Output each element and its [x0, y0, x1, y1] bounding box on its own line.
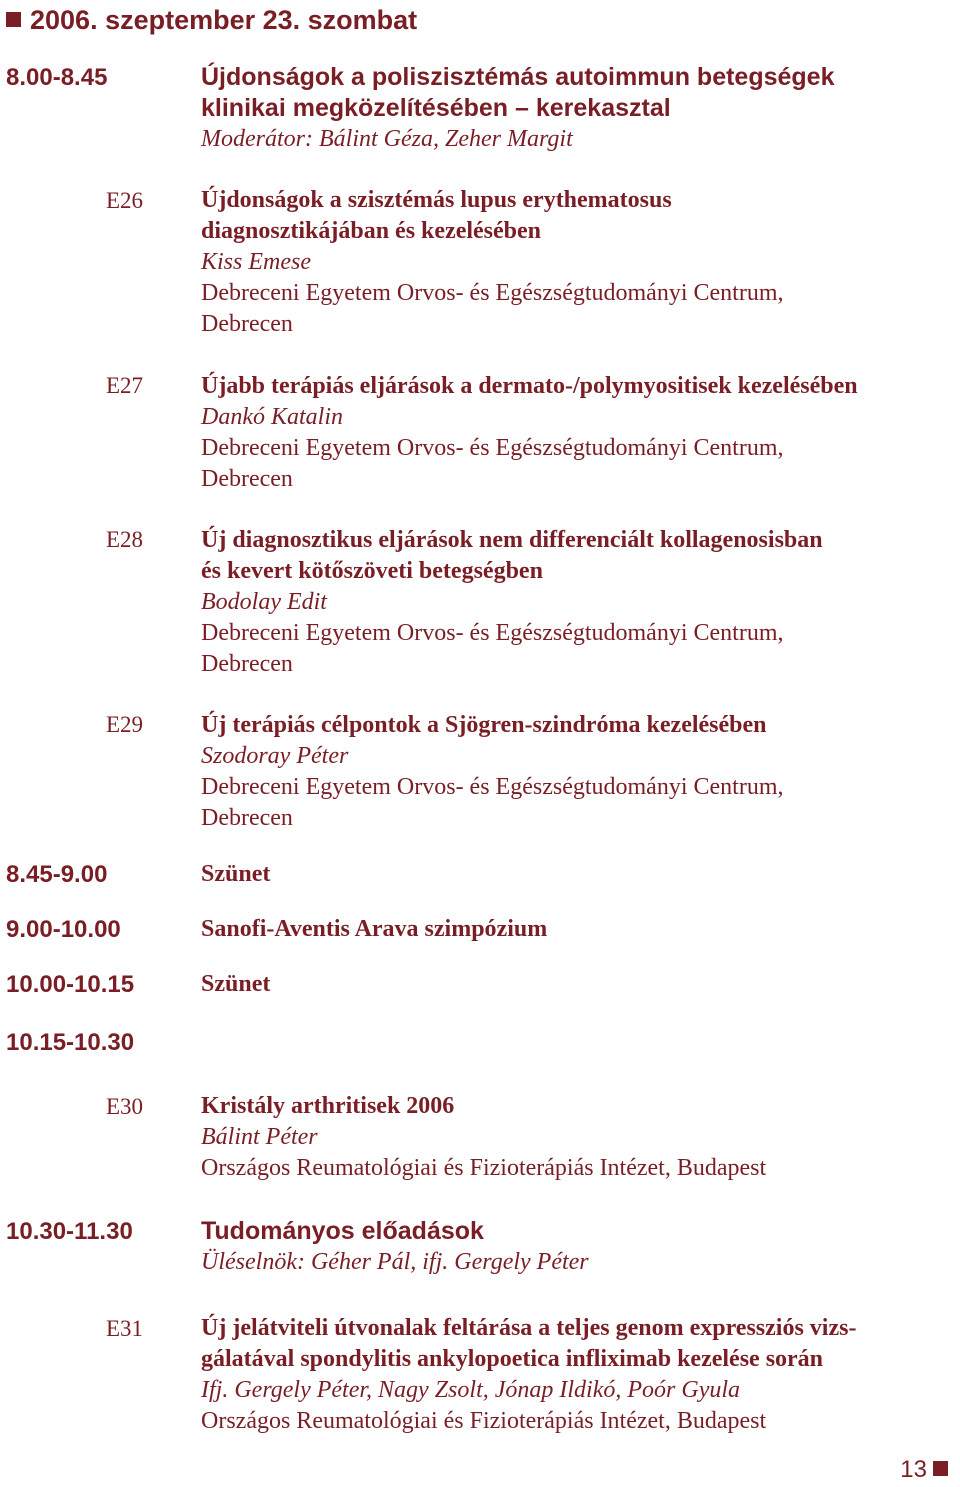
- talk-code: E31: [106, 1316, 144, 1341]
- talk-author: Ifj. Gergely Péter, Nagy Zsolt, Jónap Ildikó, Poór Gyula: [201, 1377, 741, 1403]
- talk-title-line: Újdonságok a szisztémás lupus erythematosus: [201, 187, 672, 213]
- talk-affiliation-line: Debrecen: [201, 805, 293, 831]
- talk-title-line: Kristály arthritisek 2006: [201, 1093, 455, 1119]
- talk-block: [201, 710, 953, 834]
- talk-title-line: és kevert kötőszöveti betegségben: [201, 558, 543, 584]
- session-title-line: Újdonságok a poliszisztémás autoimmun betegségek: [201, 63, 835, 91]
- header-date: 2006. szeptember 23. szombat: [30, 5, 418, 35]
- talk-title-line: Újabb terápiás eljárások a dermato-/polymyositisek kezelésében: [201, 373, 858, 399]
- talk-block: [201, 1313, 953, 1437]
- session-moderator: Üléselnök: Géher Pál, ifj. Gergely Péter: [201, 1249, 589, 1275]
- session-block: [201, 62, 953, 155]
- session-block: [201, 914, 953, 945]
- talk-affiliation-line: Debrecen: [201, 311, 293, 337]
- session-title-line: klinikai megközelítésében – kerekasztal: [201, 94, 671, 122]
- talk-affiliation-line: Országos Reumatológiai és Fizioterápiás Intézet, Budapest: [201, 1155, 767, 1181]
- talk-author: Szodoray Péter: [201, 743, 349, 769]
- page-number: [900, 1455, 948, 1485]
- talk-affiliation-line: Debrecen: [201, 466, 293, 492]
- bullet-square-icon: [6, 12, 21, 27]
- talk-title-line: Új terápiás célpontok a Sjögren-szindróma kezelésében: [201, 712, 767, 738]
- bullet-square-icon: [933, 1461, 948, 1476]
- page-header: [6, 3, 417, 37]
- session-time: 10.30-11.30: [6, 1218, 133, 1245]
- talk-author: Bálint Péter: [201, 1124, 318, 1150]
- session-block: [201, 1216, 953, 1278]
- session-time: 9.00-10.00: [6, 916, 121, 943]
- session-block: [201, 969, 953, 1000]
- talk-affiliation-line: Országos Reumatológiai és Fizioterápiás Intézet, Budapest: [201, 1408, 767, 1434]
- talk-block: [201, 185, 953, 340]
- session-time: 10.00-10.15: [6, 971, 135, 998]
- session-moderator: Moderátor: Bálint Géza, Zeher Margit: [201, 126, 573, 152]
- talk-code: E27: [106, 373, 144, 398]
- talk-block: [201, 525, 953, 680]
- session-title: Szünet: [201, 861, 271, 887]
- page-number-text: 13: [900, 1456, 927, 1483]
- session-title: Szünet: [201, 971, 271, 997]
- talk-affiliation-line: Debreceni Egyetem Orvos- és Egészségtudományi Centrum,: [201, 620, 784, 646]
- session-block: [201, 859, 953, 890]
- talk-author: Bodolay Edit: [201, 589, 327, 615]
- talk-code: E29: [106, 712, 144, 737]
- session-time: 8.45-9.00: [6, 861, 108, 888]
- talk-author: Kiss Emese: [201, 249, 311, 275]
- talk-affiliation-line: Debreceni Egyetem Orvos- és Egészségtudományi Centrum,: [201, 774, 784, 800]
- talk-title-line: Új diagnosztikus eljárások nem differenciált kollagenosisban: [201, 527, 823, 553]
- talk-block: [201, 371, 953, 495]
- talk-affiliation-line: Debrecen: [201, 651, 293, 677]
- talk-title-line: gálatával spondylitis ankylopoetica infliximab kezelése során: [201, 1346, 824, 1372]
- session-time: 8.00-8.45: [6, 64, 108, 91]
- session-title: Tudományos előadások: [201, 1217, 484, 1245]
- talk-code: E26: [106, 188, 144, 213]
- talk-title-line: Új jelátviteli útvonalak feltárása a teljes genom expressziós vizs-: [201, 1315, 857, 1341]
- talk-author: Dankó Katalin: [201, 404, 343, 430]
- talk-affiliation-line: Debreceni Egyetem Orvos- és Egészségtudományi Centrum,: [201, 435, 784, 461]
- session-title: Sanofi-Aventis Arava szimpózium: [201, 916, 548, 942]
- talk-title-line: diagnosztikájában és kezelésében: [201, 218, 542, 244]
- talk-block: [201, 1091, 953, 1184]
- talk-code: E28: [106, 527, 144, 552]
- talk-code: E30: [106, 1094, 144, 1119]
- talk-affiliation-line: Debreceni Egyetem Orvos- és Egészségtudományi Centrum,: [201, 280, 784, 306]
- session-time: 10.15-10.30: [6, 1029, 135, 1056]
